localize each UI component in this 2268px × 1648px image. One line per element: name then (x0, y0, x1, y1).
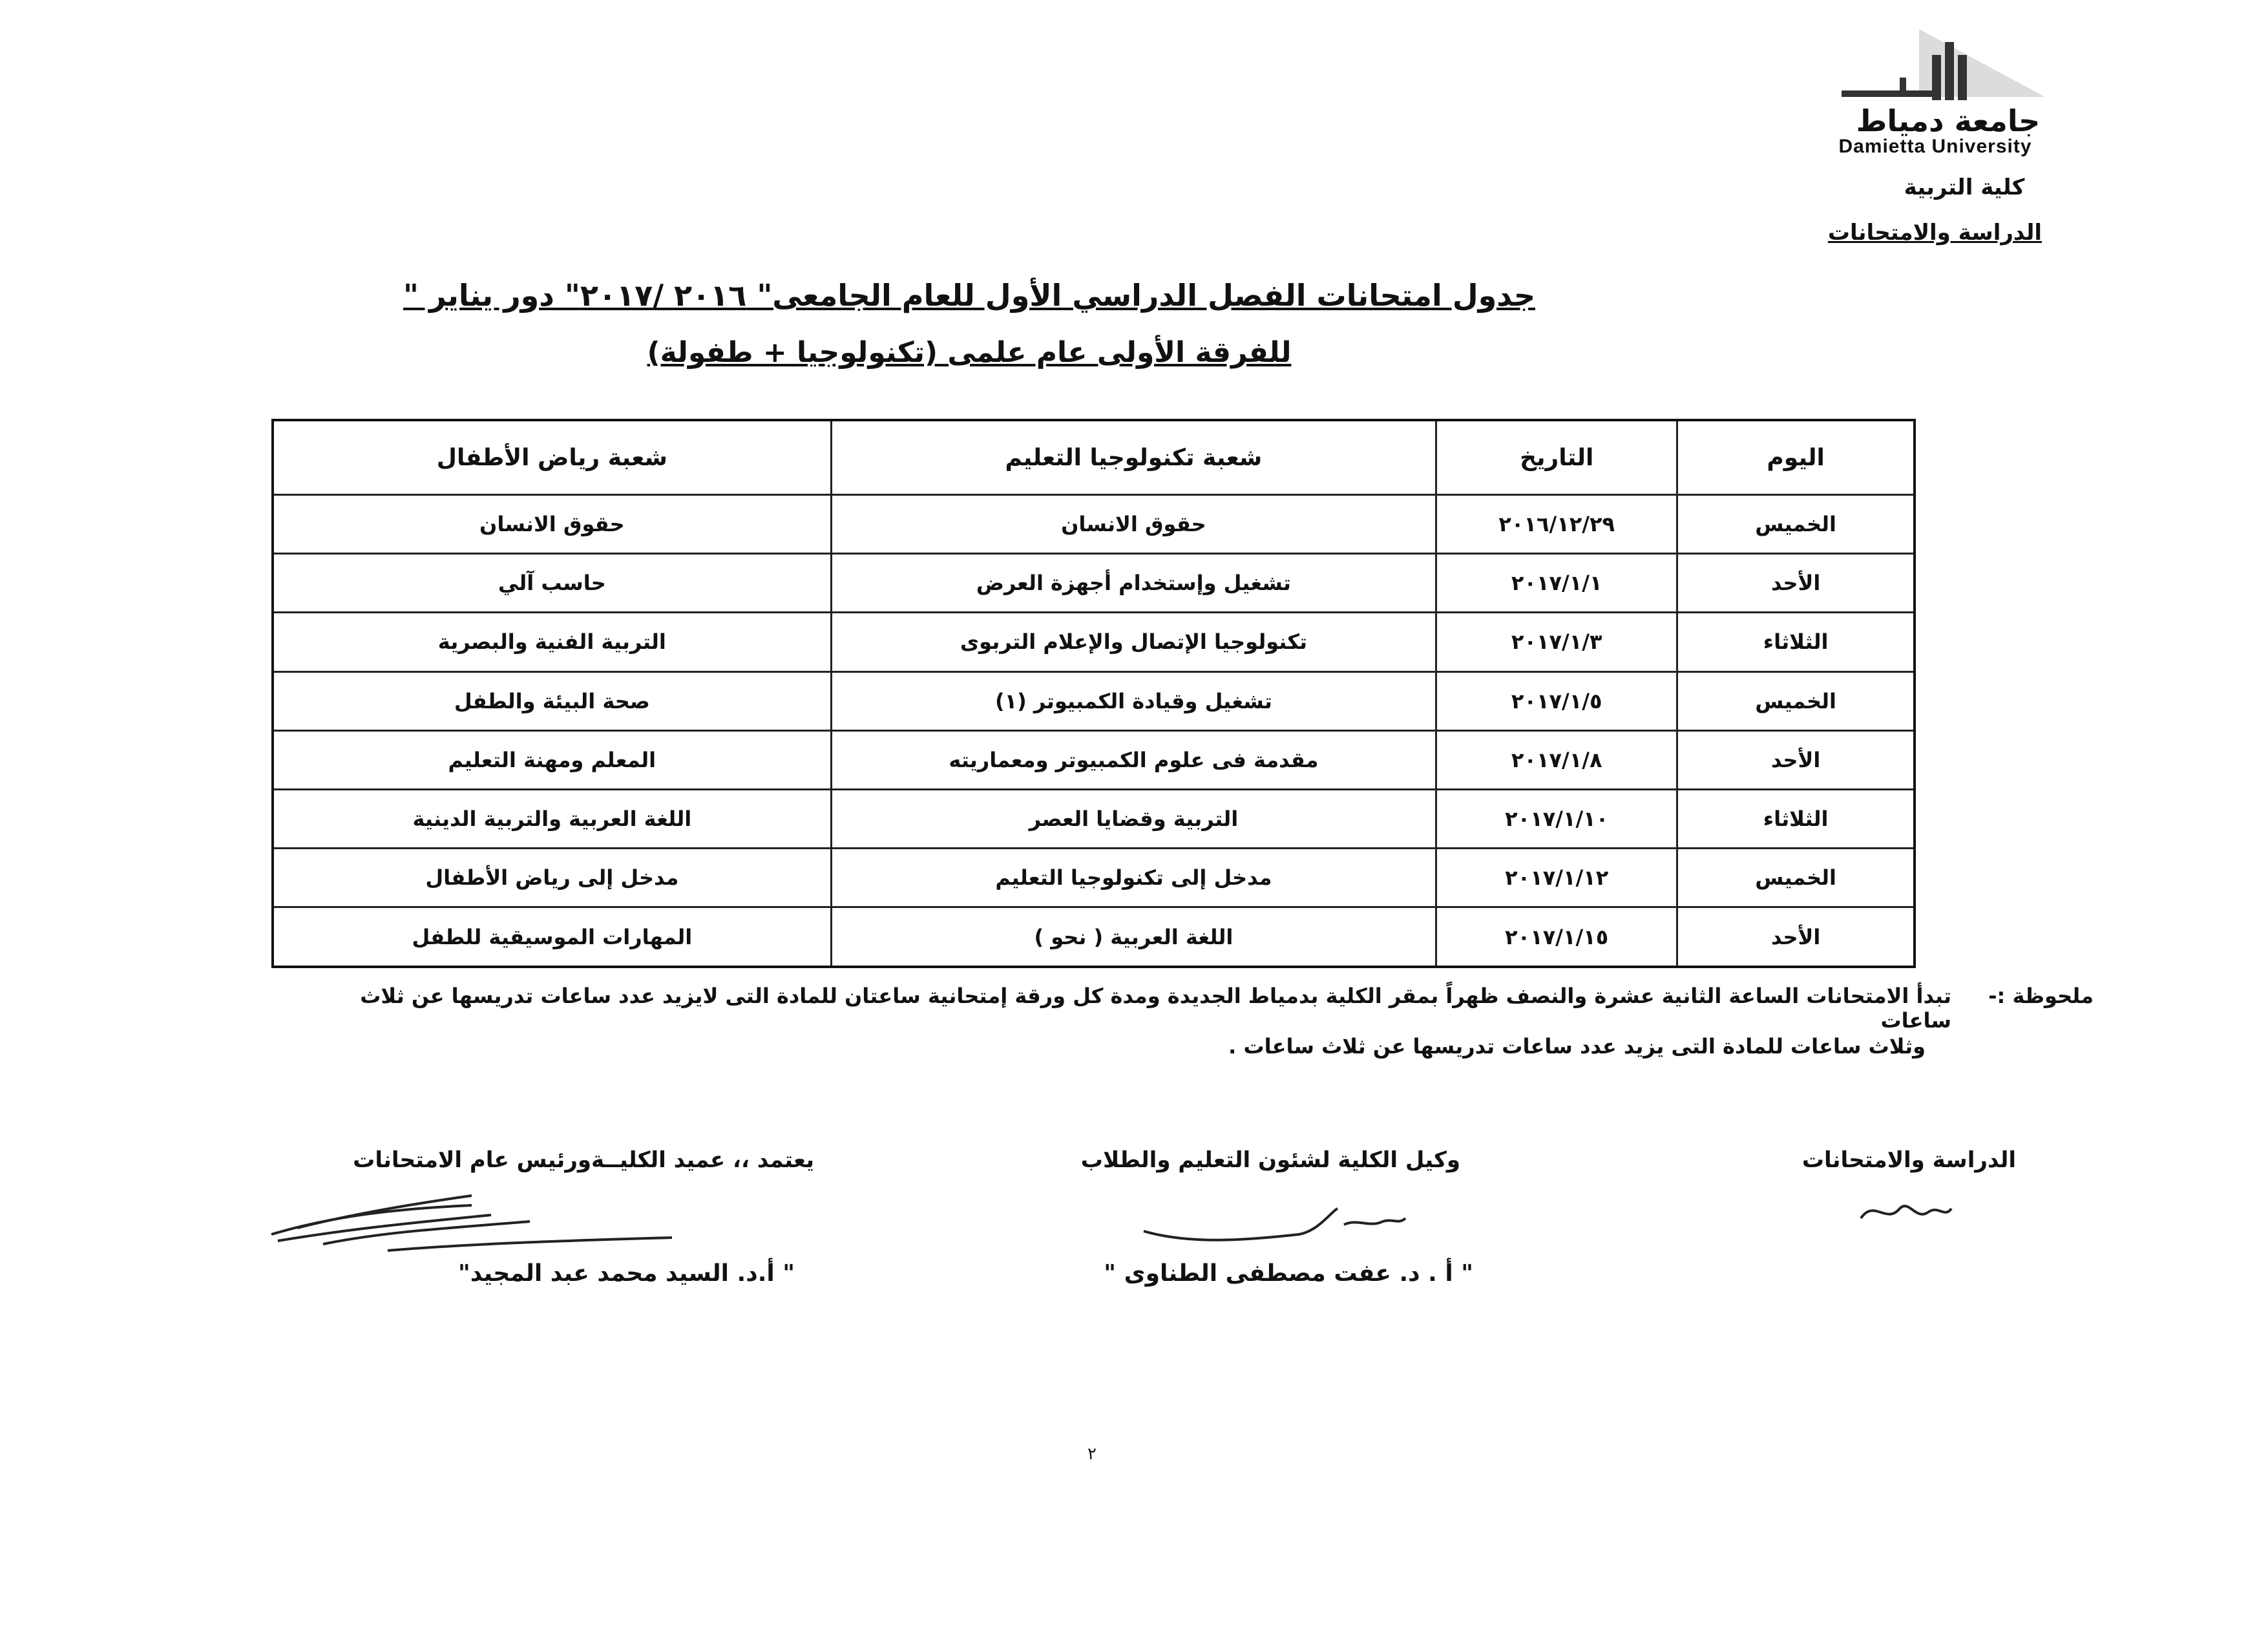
signature-studies-title: الدراسة والامتحانات (1801, 1147, 2016, 1173)
signature-vice-dean-title: وكيل الكلية لشئون التعليم والطلاب (1080, 1147, 1460, 1173)
table-row (273, 495, 1915, 554)
page-title: جدول امتحانات الفصل الدراسي الأول للعام الجامعى" ٢٠١٦ /٢٠١٧" دور يناير " (403, 278, 1535, 313)
cell-kg: مدخل إلى رياض الأطفال (273, 849, 831, 907)
cell-date: ٢٠١٧/١/٨ (1436, 730, 1677, 789)
faculty-name: كلية التربية (1904, 174, 2025, 200)
handwritten-signature (1137, 1199, 1409, 1251)
table-row (273, 849, 1915, 907)
handwritten-signature (258, 1183, 685, 1260)
cell-tech: حقوق الانسان (831, 495, 1436, 554)
cell-date: ٢٠١٧/١/٣ (1436, 613, 1677, 671)
table-row (273, 671, 1915, 730)
cell-day: الخميس (1677, 495, 1915, 554)
table-header-row (273, 420, 1915, 495)
vice-dean-name: " أ . د. عفت مصطفى الطناوى " (1104, 1260, 1473, 1287)
cell-kg: حقوق الانسان (273, 495, 831, 554)
logo-arabic-text: جامعة دمياط (1856, 103, 2041, 138)
page-number: ٢ (1087, 1444, 1097, 1464)
cell-day: الخميس (1677, 671, 1915, 730)
department-name: الدراسة والامتحانات (1827, 220, 2042, 246)
cell-kg: التربية الفنية والبصرية (273, 613, 831, 671)
table-row (273, 613, 1915, 671)
cell-tech: اللغة العربية ( نحو ) (831, 907, 1436, 967)
cell-date: ٢٠١٧/١/١٠ (1436, 789, 1677, 848)
header-tech-division: شعبة تكنولوجيا التعليم (831, 420, 1436, 495)
cell-date: ٢٠١٧/١/١٢ (1436, 849, 1677, 907)
cell-day: الأحد (1677, 907, 1915, 967)
note-line-1: تبدأ الامتحانات الساعة الثانية عشرة والنصف ظهراً بمقر الكلية بدمياط الجديدة ومدة كل ورقة إمتحانية ساعتان للمادة التى لايزيد عدد ساعات تدريسها عن ثلاث ساعات (360, 984, 1951, 1033)
cell-date: ٢٠١٦/١٢/٢٩ (1436, 495, 1677, 554)
cell-tech: مدخل إلى تكنولوجيا التعليم (831, 849, 1436, 907)
cell-date: ٢٠١٧/١/١٥ (1436, 907, 1677, 967)
logo-english-text: Damietta University (1838, 136, 2032, 157)
cell-kg: اللغة العربية والتربية الدينية (273, 789, 831, 848)
cell-tech: التربية وقضايا العصر (831, 789, 1436, 848)
cell-date: ٢٠١٧/١/٥ (1436, 671, 1677, 730)
cell-tech: مقدمة فى علوم الكمبيوتر ومعماريته (831, 730, 1436, 789)
cell-day: الثلاثاء (1677, 613, 1915, 671)
note-label: ملحوظة :- (1988, 984, 2094, 1008)
header-kindergarten-division: شعبة رياض الأطفال (273, 420, 831, 495)
header-day: اليوم (1677, 420, 1915, 495)
cell-tech: تكنولوجيا الإتصال والإعلام التربوى (831, 613, 1436, 671)
cell-kg: صحة البيئة والطفل (273, 671, 831, 730)
cell-day: الثلاثاء (1677, 789, 1915, 848)
dean-name: " أ.د. السيد محمد عبد المجيد" (458, 1260, 795, 1287)
cell-kg: المعلم ومهنة التعليم (273, 730, 831, 789)
handwritten-signature (1854, 1192, 1958, 1231)
cell-date: ٢٠١٧/١/١ (1436, 554, 1677, 613)
cell-kg: المهارات الموسيقية للطفل (273, 907, 831, 967)
cell-tech: تشغيل وإستخدام أجهزة العرض (831, 554, 1436, 613)
note-line-2: وثلاث ساعات للمادة التى يزيد عدد ساعات تدريسها عن ثلاث ساعات . (1228, 1034, 1926, 1059)
table-row (273, 789, 1915, 848)
header-date: التاريخ (1436, 420, 1677, 495)
page-subtitle: للفرقة الأولى عام علمى (تكنولوجيا + طفولة) (647, 336, 1292, 369)
table-row (273, 730, 1915, 789)
cell-kg: حاسب آلي (273, 554, 831, 613)
table-row (273, 907, 1915, 967)
exam-schedule-table (271, 419, 1916, 968)
cell-day: الأحد (1677, 554, 1915, 613)
signature-dean-title: يعتمد ،، عميد الكليــةورئيس عام الامتحانات (353, 1147, 814, 1173)
cell-day: الأحد (1677, 730, 1915, 789)
cell-day: الخميس (1677, 849, 1915, 907)
table-row (273, 554, 1915, 613)
cell-tech: تشغيل وقيادة الكمبيوتر (١) (831, 671, 1436, 730)
